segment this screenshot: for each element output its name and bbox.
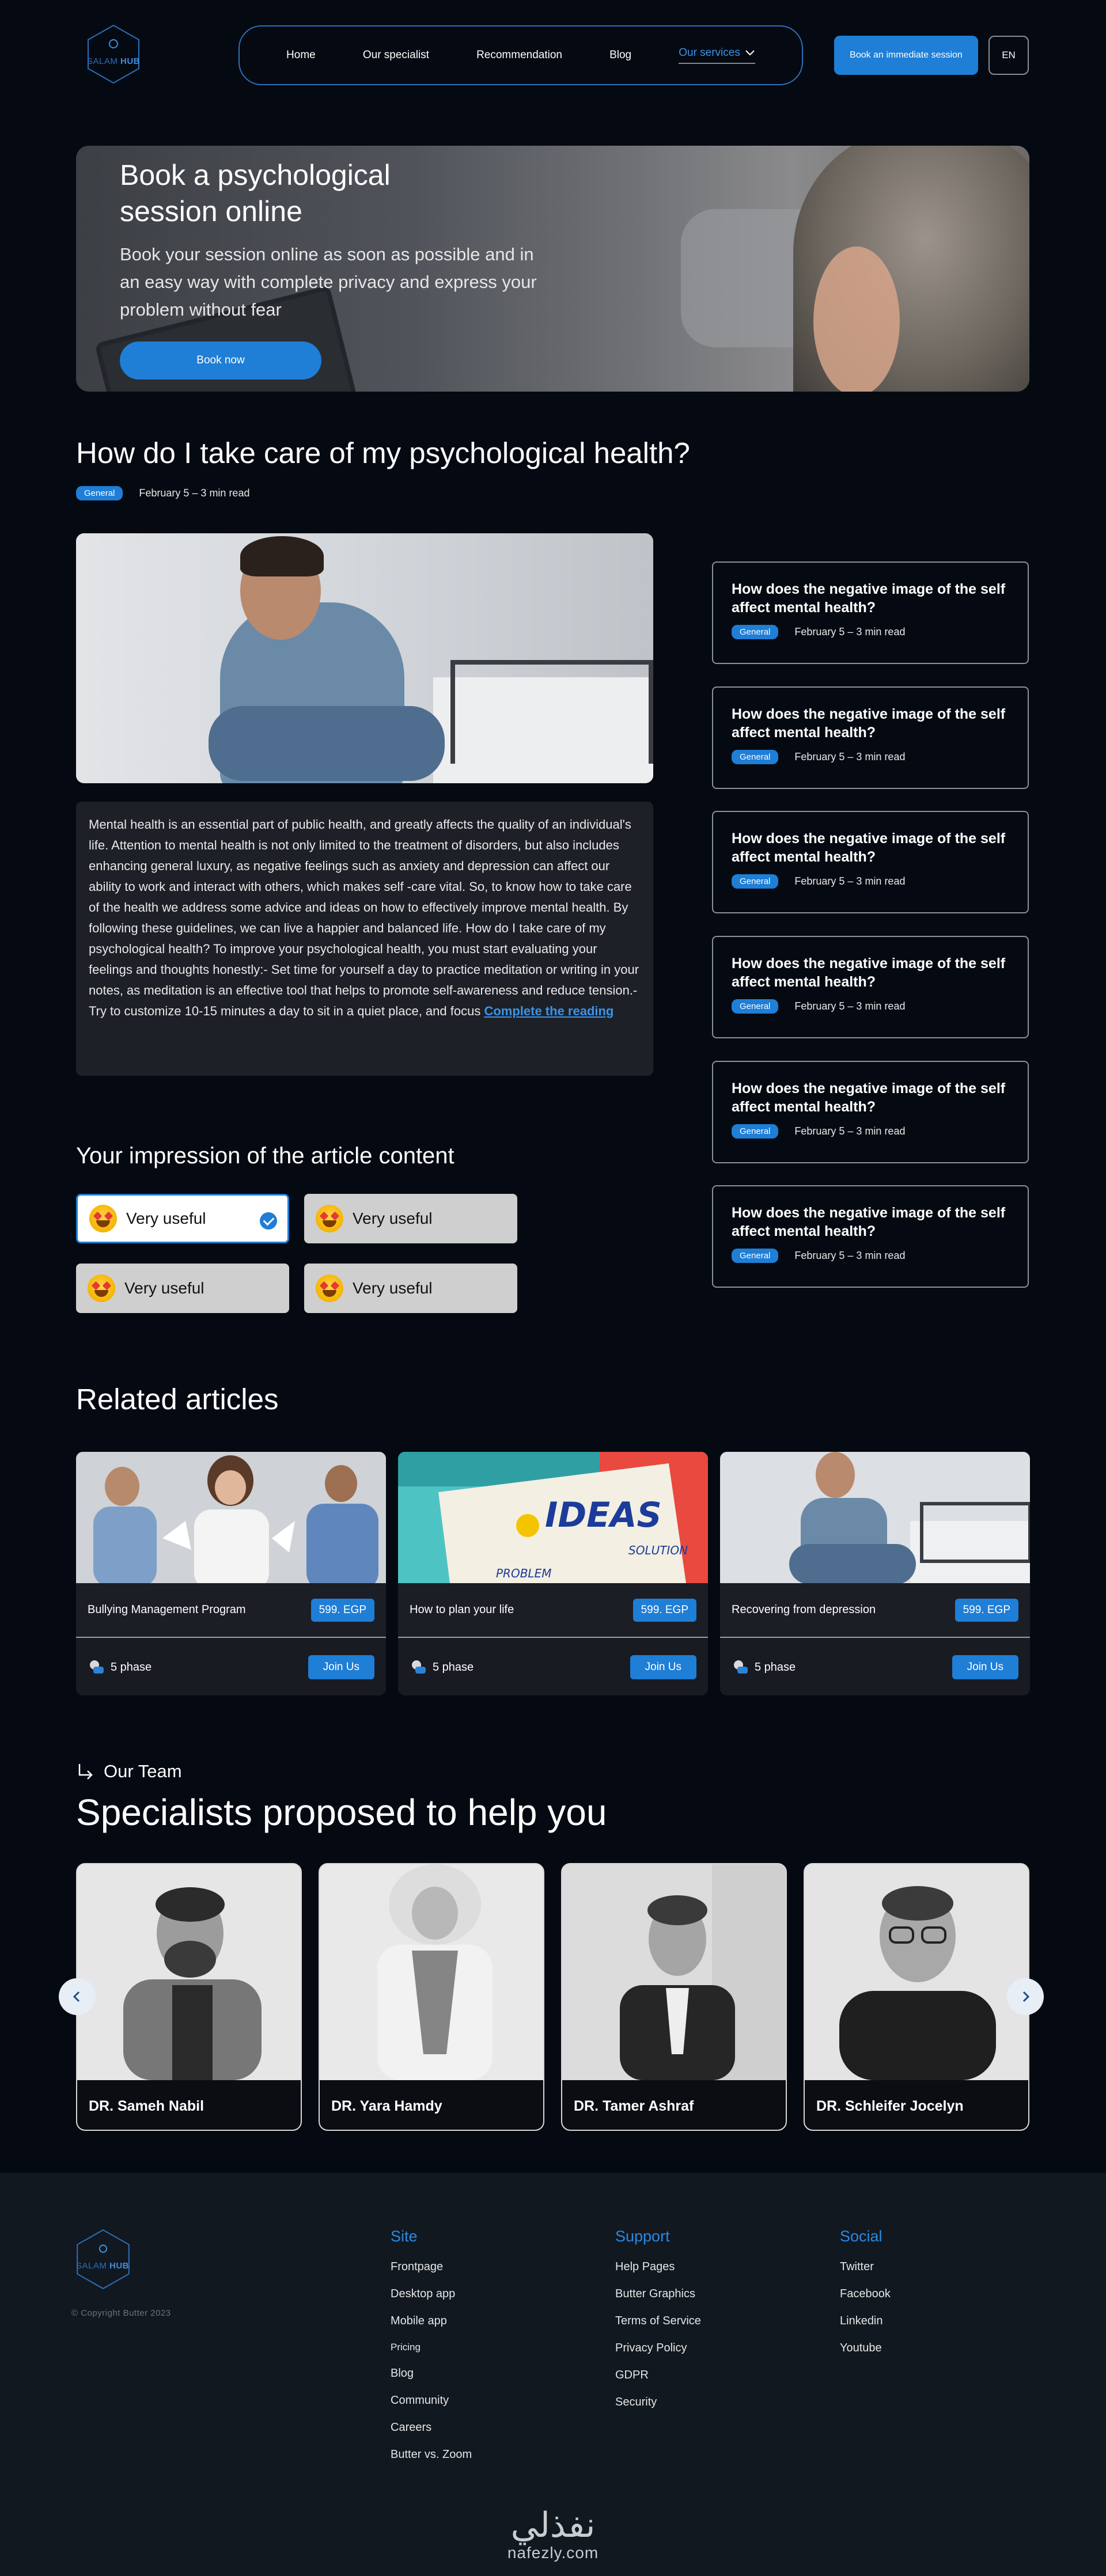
category-badge: General	[732, 999, 778, 1014]
chevron-right-icon	[1019, 1990, 1032, 2003]
join-us-button[interactable]: Join Us	[952, 1655, 1018, 1679]
category-badge: General	[732, 625, 778, 639]
related-card-name: Recovering from depression	[732, 1603, 876, 1616]
svg-text:PROBLEM: PROBLEM	[496, 1566, 552, 1580]
phase-count: 5 phase	[433, 1660, 474, 1674]
specialist-card[interactable]	[76, 1863, 302, 2131]
phase-count: 5 phase	[755, 1660, 796, 1674]
sidebar-card-title: How does the negative image of the self affect mental health?	[732, 1080, 1006, 1115]
specialist-name: DR. Schleifer Jocelyn	[805, 2080, 1029, 2131]
specialist-photo	[77, 1864, 302, 2080]
related-card-info	[720, 1583, 1030, 1638]
sidebar-card-title: How does the negative image of the self affect mental health?	[732, 706, 1006, 741]
article-body-text: Mental health is an essential part of public health, and greatly affects the quality of an individual's life. Attention to mental health is not only limited to the treatment of disorders, but also includes enhancing general luxury, as negative feelings such as anxiety and depression can affect our ability to work and interact with others, which makes self -care vital. So, to know how to take care of the health we address some advice and ideas on how to effectively improve mental health. By following these guidelines, we can live a happier and balanced life. How do I take care of my psychological health? To improve your psychological health, you must start evaluating your feelings and thoughts honestly:- Set time for yourself a day to practice meditation or writing in your notes, as meditation is an effective tool that helps to promote self-awareness and reduce tension.- Try to customize 10-15 minutes a day to sit in a quiet place, and focus	[89, 817, 639, 1018]
related-article-card[interactable]	[76, 1452, 386, 1695]
price-badge: 599. EGP	[311, 1599, 374, 1622]
hand-icon	[88, 1659, 105, 1676]
related-card-footer	[398, 1639, 708, 1695]
ideas-notebook-image	[398, 1452, 708, 1583]
team-label-text: Our Team	[104, 1761, 182, 1781]
chevron-left-icon	[71, 1990, 84, 2003]
footer-link[interactable]: Help Pages	[615, 2260, 675, 2273]
related-article-card[interactable]	[398, 1452, 708, 1695]
category-badge: General	[732, 1249, 778, 1263]
category-badge: General	[732, 750, 778, 764]
carousel-next-button[interactable]	[1007, 1978, 1044, 2015]
site-footer	[0, 2173, 1106, 2576]
check-icon	[260, 1212, 277, 1230]
footer-link[interactable]: Linkedin	[840, 2315, 883, 2327]
sidebar-card-date: February 5 – 3 min read	[794, 626, 906, 638]
copyright: © Copyright Butter 2023	[71, 2308, 171, 2318]
logo-text: SALAM HUB	[86, 56, 141, 66]
footer-link[interactable]: Mobile app	[391, 2315, 447, 2327]
specialist-photo	[320, 1864, 544, 2080]
bullying-program-image	[76, 1452, 386, 1583]
related-card-footer	[76, 1639, 386, 1695]
logo-hexagon-icon	[82, 23, 145, 85]
article-meta	[76, 486, 249, 500]
footer-link[interactable]: Blog	[391, 2367, 414, 2380]
sidebar-article-card[interactable]	[712, 1185, 1029, 1288]
footer-link[interactable]: Facebook	[840, 2287, 891, 2300]
logo-text: SALAM HUB	[75, 2261, 130, 2271]
article-image	[76, 533, 653, 783]
hero-text: Book your session online as soon as possible and in an easy way with complete privacy and express your problem without fear	[120, 244, 537, 320]
footer-column-title: Social	[840, 2228, 882, 2245]
star-eyes-emoji-icon	[89, 1205, 117, 1232]
site-header	[0, 0, 1106, 112]
sidebar-card-title: How does the negative image of the self affect mental health?	[732, 830, 1006, 865]
footer-column-site	[391, 2228, 472, 2475]
sidebar-card-date: February 5 – 3 min read	[794, 1000, 906, 1012]
main-nav	[238, 25, 803, 85]
footer-link[interactable]: Butter vs. Zoom	[391, 2448, 472, 2461]
impression-option[interactable]	[304, 1264, 517, 1313]
specialist-name: DR. Tamer Ashraf	[562, 2080, 787, 2131]
category-badge: General	[732, 874, 778, 889]
related-card-name: How to plan your life	[410, 1603, 514, 1616]
specialist-card[interactable]	[804, 1863, 1029, 2131]
footer-link[interactable]: GDPR	[615, 2369, 649, 2381]
chevron-down-icon	[745, 50, 755, 56]
related-article-card[interactable]	[720, 1452, 1030, 1695]
sidebar-card-title: How does the negative image of the self affect mental health?	[732, 581, 1006, 616]
related-card-info	[398, 1583, 708, 1638]
impression-option-label: Very useful	[124, 1279, 204, 1297]
logo[interactable]	[82, 23, 145, 85]
footer-column-social	[840, 2228, 891, 2369]
recovering-depression-image	[720, 1452, 1030, 1583]
specialist-card[interactable]	[319, 1863, 544, 2131]
book-immediate-session-button[interactable]: Book an immediate session	[834, 36, 978, 75]
watermark	[493, 2507, 613, 2562]
svg-text:SOLUTION: SOLUTION	[628, 1543, 688, 1557]
specialist-card[interactable]	[561, 1863, 787, 2131]
price-badge: 599. EGP	[955, 1599, 1018, 1622]
hero-face-image	[813, 246, 900, 392]
logo-hexagon-icon	[71, 2228, 135, 2291]
sidebar-card-date: February 5 – 3 min read	[794, 751, 906, 762]
star-eyes-emoji-icon	[88, 1274, 115, 1302]
nav-our-services-label: Our services	[679, 47, 740, 59]
sidebar-card-title: How does the negative image of the self affect mental health?	[732, 1205, 1006, 1239]
impression-option[interactable]	[76, 1264, 289, 1313]
phase-count: 5 phase	[111, 1660, 152, 1674]
hero-title: Book a psychological session online	[120, 159, 391, 227]
sidebar-article-card[interactable]	[712, 811, 1029, 913]
footer-link[interactable]: Community	[391, 2394, 449, 2407]
nav-home[interactable]: Home	[286, 49, 316, 61]
hand-icon	[410, 1659, 427, 1676]
specialist-name: DR. Sameh Nabil	[77, 2080, 302, 2131]
footer-column-support	[615, 2228, 701, 2423]
footer-link[interactable]: Butter Graphics	[615, 2287, 695, 2300]
sidebar-card-title: How does the negative image of the self affect mental health?	[732, 955, 1006, 990]
sidebar-article-card[interactable]	[712, 562, 1029, 664]
sidebar-card-date: February 5 – 3 min read	[794, 1125, 906, 1137]
footer-link[interactable]: Youtube	[840, 2342, 882, 2354]
footer-link[interactable]: Privacy Policy	[615, 2342, 687, 2354]
specialist-photo	[805, 1864, 1029, 2080]
team-label	[76, 1761, 182, 1782]
footer-column-title: Site	[391, 2228, 418, 2245]
arrow-turn-down-right-icon	[76, 1762, 94, 1781]
sidebar-article-card[interactable]	[712, 1061, 1029, 1163]
article-title: How do I take care of my psychological health?	[76, 437, 690, 469]
related-card-footer	[720, 1639, 1030, 1695]
impression-option-label: Very useful	[353, 1209, 433, 1227]
footer-column-title: Support	[615, 2228, 670, 2245]
nav-recommendation[interactable]: Recommendation	[476, 49, 562, 61]
footer-link[interactable]: Careers	[391, 2421, 432, 2434]
article-body	[76, 802, 653, 1076]
team-title: Specialists proposed to help you	[76, 1792, 607, 1833]
footer-logo[interactable]	[71, 2228, 135, 2291]
nav-our-specialist[interactable]: Our specialist	[362, 49, 429, 61]
price-badge: 599. EGP	[633, 1599, 696, 1622]
footer-link[interactable]: Terms of Service	[615, 2315, 701, 2327]
footer-link[interactable]: Frontpage	[391, 2260, 444, 2273]
footer-link[interactable]: Twitter	[840, 2260, 874, 2273]
impression-option-label: Very useful	[126, 1209, 206, 1227]
related-card-name: Bullying Management Program	[88, 1603, 246, 1616]
related-card-info	[76, 1583, 386, 1638]
sidebar-card-date: February 5 – 3 min read	[794, 875, 906, 887]
article-date: February 5 – 3 min read	[139, 487, 250, 499]
footer-link[interactable]: Pricing	[391, 2342, 421, 2353]
impression-option-label: Very useful	[353, 1279, 433, 1297]
category-badge: General	[76, 486, 123, 500]
book-now-button[interactable]: Book now	[120, 342, 321, 380]
svg-text:IDEAS: IDEAS	[545, 1495, 662, 1535]
related-articles-title: Related articles	[76, 1383, 279, 1416]
nav-our-services[interactable]	[679, 47, 755, 64]
carousel-prev-button[interactable]	[59, 1978, 96, 2015]
impression-option[interactable]	[304, 1194, 517, 1243]
sidebar-article-card[interactable]	[712, 936, 1029, 1038]
join-us-button[interactable]: Join Us	[630, 1655, 696, 1679]
sidebar-card-date: February 5 – 3 min read	[794, 1250, 906, 1261]
sidebar-article-card[interactable]	[712, 686, 1029, 789]
impression-title: Your impression of the article content	[76, 1143, 454, 1169]
complete-reading-link[interactable]: Complete the reading	[484, 1004, 614, 1018]
join-us-button[interactable]: Join Us	[308, 1655, 374, 1679]
footer-link[interactable]: Desktop app	[391, 2287, 456, 2300]
nav-blog[interactable]: Blog	[609, 49, 632, 61]
hand-icon	[732, 1659, 749, 1676]
specialist-photo	[562, 1864, 787, 2080]
watermark-arabic: نفذلي	[510, 2505, 596, 2545]
specialist-name: DR. Yara Hamdy	[320, 2080, 544, 2131]
star-eyes-emoji-icon	[316, 1205, 343, 1232]
star-eyes-emoji-icon	[316, 1274, 343, 1302]
footer-link[interactable]: Security	[615, 2396, 657, 2408]
category-badge: General	[732, 1124, 778, 1139]
hero-banner	[76, 146, 1029, 392]
impression-option-selected[interactable]	[76, 1194, 289, 1243]
watermark-latin: nafezly.com	[507, 2544, 599, 2562]
language-button[interactable]: EN	[988, 36, 1029, 75]
